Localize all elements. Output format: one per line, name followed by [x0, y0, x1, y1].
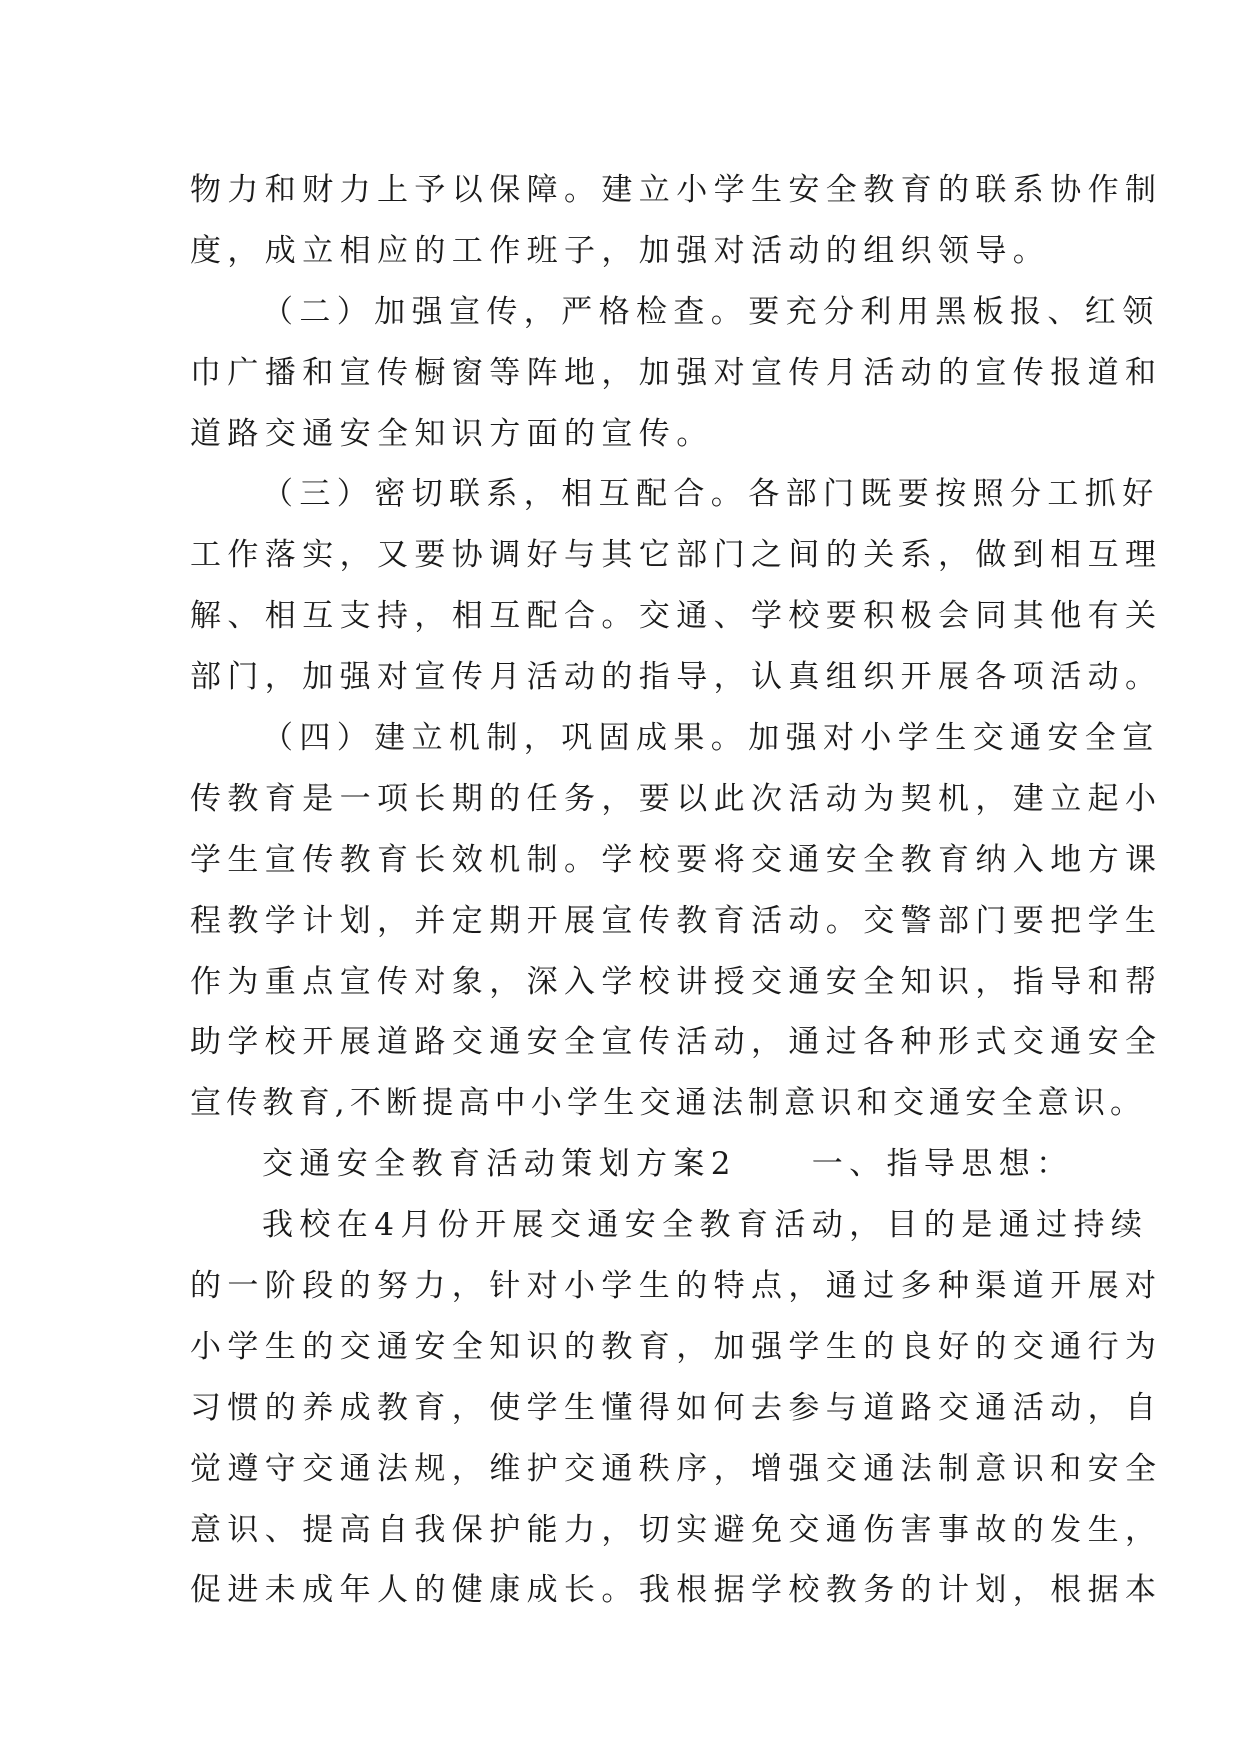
text-line: 觉遵守交通法规，维护交通秩序，增强交通法制意识和安全 [190, 1450, 1163, 1487]
text-line: 工作落实，又要协调好与其它部门之间的关系，做到相互理 [190, 537, 1163, 574]
text-line: 助学校开展道路交通安全宣传活动，通过各种形式交通安全 [190, 1024, 1163, 1061]
text-line: 的一阶段的努力，针对小学生的特点，通过多种渠道开展对 [190, 1268, 1163, 1305]
text-line: （二）加强宣传，严格检查。要充分利用黑板报、红领 [262, 293, 1160, 330]
text-line: 度，成立相应的工作班子，加强对活动的组织领导。 [190, 232, 1051, 269]
text-line: 作为重点宣传对象，深入学校讲授交通安全知识，指导和帮 [190, 963, 1163, 1000]
text-line: （四）建立机制，巩固成果。加强对小学生交通安全宣 [262, 720, 1160, 757]
text-line: 意识、提高自我保护能力，切实避免交通伤害事故的发生， [190, 1511, 1163, 1548]
document-body [190, 160, 1163, 1621]
section-heading-line: 交通安全教育活动策划方案2 一、指导思想： [262, 1146, 1074, 1183]
text-line: 部门，加强对宣传月活动的指导，认真组织开展各项活动。 [190, 659, 1163, 696]
text-line: 解、相互支持，相互配合。交通、学校要积极会同其他有关 [190, 598, 1163, 635]
text-line: 学生宣传教育长效机制。学校要将交通安全教育纳入地方课 [190, 841, 1163, 878]
text-line: 小学生的交通安全知识的教育，加强学生的良好的交通行为 [190, 1328, 1163, 1365]
text-line: 促进未成年人的健康成长。我根据学校教务的计划，根据本 [190, 1572, 1163, 1609]
text-line: 传教育是一项长期的任务，要以此次活动为契机，建立起小 [190, 780, 1163, 817]
text-line: 物力和财力上予以保障。建立小学生安全教育的联系协作制 [190, 172, 1163, 208]
text-line: 习惯的养成教育，使学生懂得如何去参与道路交通活动，自 [190, 1389, 1163, 1426]
text-line: 道路交通安全知识方面的宣传。 [190, 415, 714, 452]
text-line: （三）密切联系，相互配合。各部门既要按照分工抓好 [262, 476, 1160, 513]
text-line: 宣传教育,不断提高中小学生交通法制意识和交通安全意识。 [190, 1085, 1147, 1122]
text-line: 巾广播和宣传橱窗等阵地，加强对宣传月活动的宣传报道和 [190, 354, 1163, 391]
text-line: 我校在4月份开展交通安全教育活动，目的是通过持续 [262, 1207, 1149, 1244]
text-line: 程教学计划，并定期开展宣传教育活动。交警部门要把学生 [190, 902, 1163, 939]
